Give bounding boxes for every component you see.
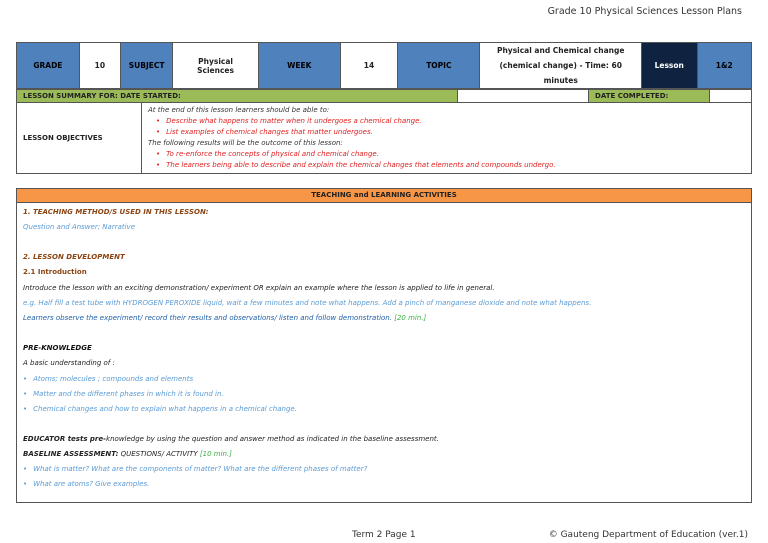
objectives-intro: At the end of this lesson learners should be able to: <box>148 106 330 114</box>
topic-value <box>480 43 641 89</box>
baseline-question: • What is matter? What are the components of matter? What are the different phases of matter? <box>23 465 368 473</box>
objectives-content <box>142 103 752 174</box>
pre-knowledge-item-text: Chemical changes and how to explain what happens in a chemical change. <box>33 405 297 413</box>
objectives-label: LESSON OBJECTIVES <box>17 103 142 174</box>
week-label: WEEK <box>258 43 340 89</box>
baseline-rest: QUESTIONS/ ACTIVITY <box>118 450 198 458</box>
outcome-intro: The following results will be the outcome of this lesson: <box>148 139 343 147</box>
baseline-label: BASELINE ASSESSMENT: <box>23 450 119 458</box>
baseline-line <box>23 450 232 458</box>
lesson-label: Lesson <box>641 43 697 89</box>
date-completed-label: DATE COMPLETED: <box>589 90 710 103</box>
introduction-text: Introduce the lesson with an exciting demonstration/ experiment OR explain an example where the lesson is applied to life in general. <box>23 284 495 292</box>
teaching-activities-section <box>16 188 752 503</box>
pre-knowledge-item: • Chemical changes and how to explain what happens in a chemical change. <box>23 405 297 413</box>
subject-label: SUBJECT <box>120 43 173 89</box>
date-completed-value <box>710 90 752 103</box>
copyright: © Gauteng Department of Education (ver.1) <box>548 530 748 540</box>
pre-knowledge-item-text: Atoms; molecules ; compounds and elements <box>33 375 194 383</box>
objective-item: • List examples of chemical changes that matter undergoes. <box>148 127 745 138</box>
method-heading: 1. TEACHING METHOD/S USED IN THIS LESSON: <box>23 208 209 216</box>
method-text: Question and Answer; Narrative <box>23 223 136 231</box>
observe-text: Learners observe the experiment/ record their results and observations/ listen and follow demonstration. <box>23 314 392 322</box>
baseline-time: [10 min.] <box>199 450 232 458</box>
grade-label: GRADE <box>17 43 80 89</box>
pre-knowledge-heading: PRE-KNOWLEDGE <box>23 344 92 352</box>
topic-line-2: (chemical change) - Time: 60 minutes <box>499 61 622 85</box>
lesson-info-table <box>16 42 752 89</box>
pre-knowledge-item: • Matter and the different phases in which it is found in. <box>23 390 224 398</box>
week-value: 14 <box>340 43 397 89</box>
grade-value: 10 <box>79 43 120 89</box>
educator-bold: EDUCATOR tests pre- <box>23 435 107 443</box>
date-started-label: LESSON SUMMARY FOR: DATE STARTED: <box>17 90 458 103</box>
lesson-summary-table <box>16 89 752 174</box>
baseline-question-text: What are atoms? Give examples. <box>33 480 150 488</box>
lesson-development-heading: 2. LESSON DEVELOPMENT <box>23 253 125 261</box>
observe-time: [20 min.] <box>394 314 427 322</box>
example-text: e.g. Half fill a test tube with HYDROGEN PEROXIDE liquid, wait a few minutes and note what happens. Add a pinch of manganese dioxide and note what happens. <box>23 299 592 307</box>
outcome-item: • To re-enforce the concepts of physical and chemical change. <box>148 149 745 160</box>
introduction-heading: 2.1 Introduction <box>23 268 87 276</box>
educator-rest: knowledge by using the question and answer method as indicated in the baseline assessment. <box>106 435 439 443</box>
observe-line <box>23 314 426 322</box>
pre-knowledge-intro: A basic understanding of : <box>23 359 115 367</box>
date-started-value <box>458 90 589 103</box>
activities-heading: TEACHING and LEARNING ACTIVITIES <box>17 189 751 203</box>
baseline-question-text: What is matter? What are the components of matter? What are the different phases of matter? <box>33 465 368 473</box>
lesson-value: 1&2 <box>697 43 751 89</box>
outcome-item: • The learners being able to describe and explain the chemical changes that elements and compounds undergo. <box>148 160 745 171</box>
topic-line-1: Physical and Chemical change <box>496 46 625 55</box>
subject-value: Physical Sciences <box>173 43 258 89</box>
document-header-title: Grade 10 Physical Sciences Lesson Plans <box>547 6 742 17</box>
objective-item: • Describe what happens to matter when it undergoes a chemical change. <box>148 116 745 127</box>
page-number: Term 2 Page 1 <box>352 530 416 540</box>
pre-knowledge-item-text: Matter and the different phases in which it is found in. <box>33 390 224 398</box>
baseline-question: • What are atoms? Give examples. <box>23 480 150 488</box>
educator-line <box>23 435 439 443</box>
topic-label: TOPIC <box>398 43 480 89</box>
pre-knowledge-item: • Atoms; molecules ; compounds and elements <box>23 375 194 383</box>
